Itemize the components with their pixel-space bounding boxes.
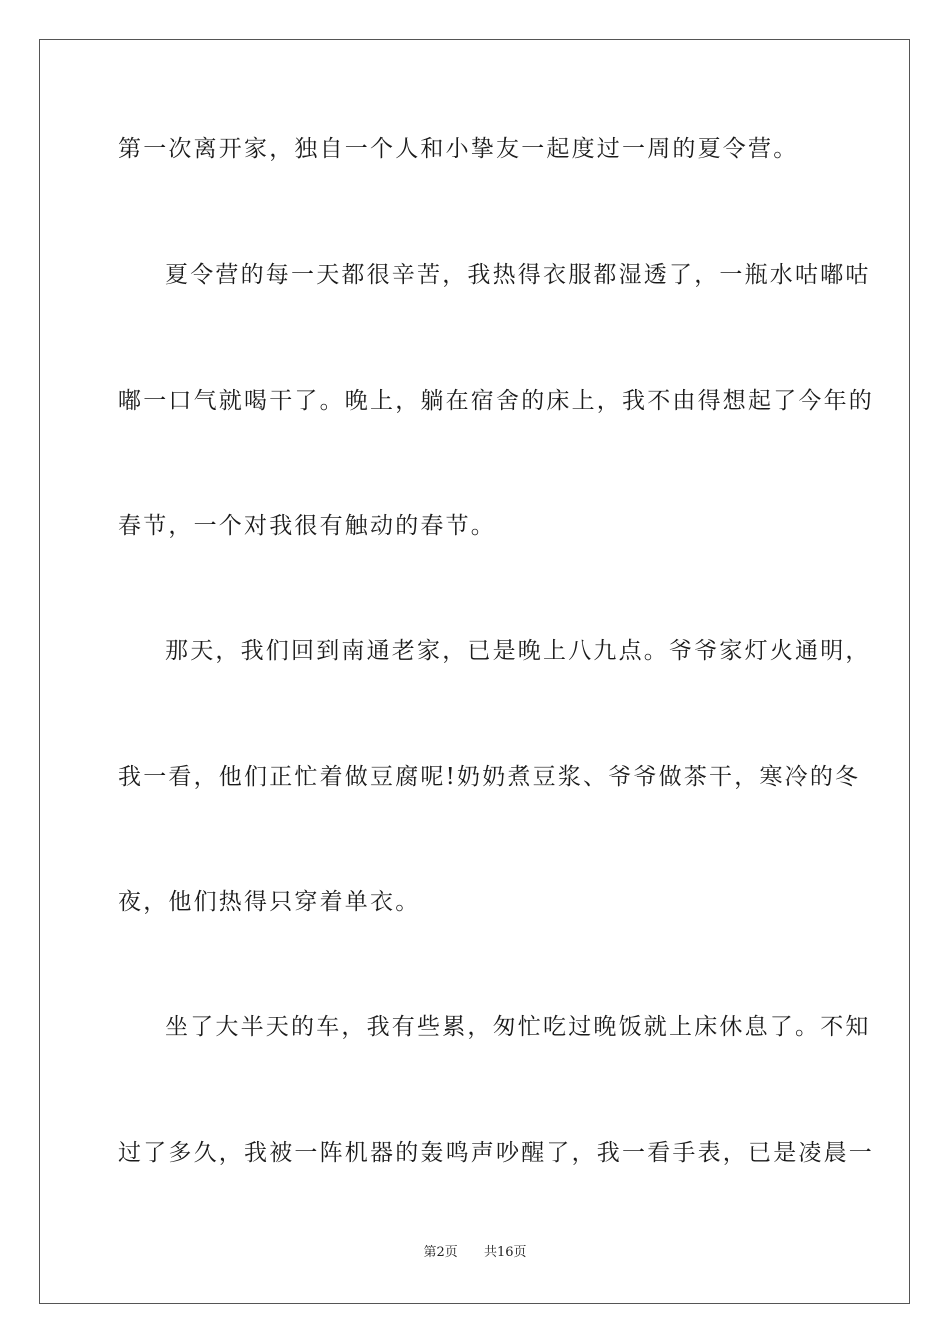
text-line-9: 过了多久，我被一阵机器的轰鸣声吵醒了，我一看手表，已是凌晨一 bbox=[118, 1140, 874, 1166]
text-line-4: 春节，一个对我很有触动的春节。 bbox=[118, 513, 496, 539]
page-footer bbox=[0, 1244, 950, 1262]
text-line-7: 夜，他们热得只穿着单衣。 bbox=[118, 889, 421, 915]
text-line-3: 嘟一口气就喝干了。晚上，躺在宿舍的床上，我不由得想起了今年的 bbox=[118, 388, 874, 414]
text-line-1: 第一次离开家，独自一个人和小挚友一起度过一周的夏令营。 bbox=[118, 136, 799, 162]
text-line-2: 夏令营的每一天都很辛苦，我热得衣服都湿透了，一瓶水咕嘟咕 bbox=[165, 262, 871, 288]
page-number: 第2页 bbox=[423, 1245, 458, 1260]
page-border bbox=[39, 39, 910, 1304]
text-line-5: 那天，我们回到南通老家，已是晚上八九点。爷爷家灯火通明， bbox=[165, 638, 871, 664]
text-line-6: 我一看，他们正忙着做豆腐呢!奶奶煮豆浆、爷爷做茶干，寒冷的冬 bbox=[118, 764, 861, 790]
text-line-8: 坐了大半天的车，我有些累，匆忙吃过晚饭就上床休息了。不知 bbox=[165, 1014, 871, 1040]
total-pages: 共16页 bbox=[484, 1245, 527, 1260]
